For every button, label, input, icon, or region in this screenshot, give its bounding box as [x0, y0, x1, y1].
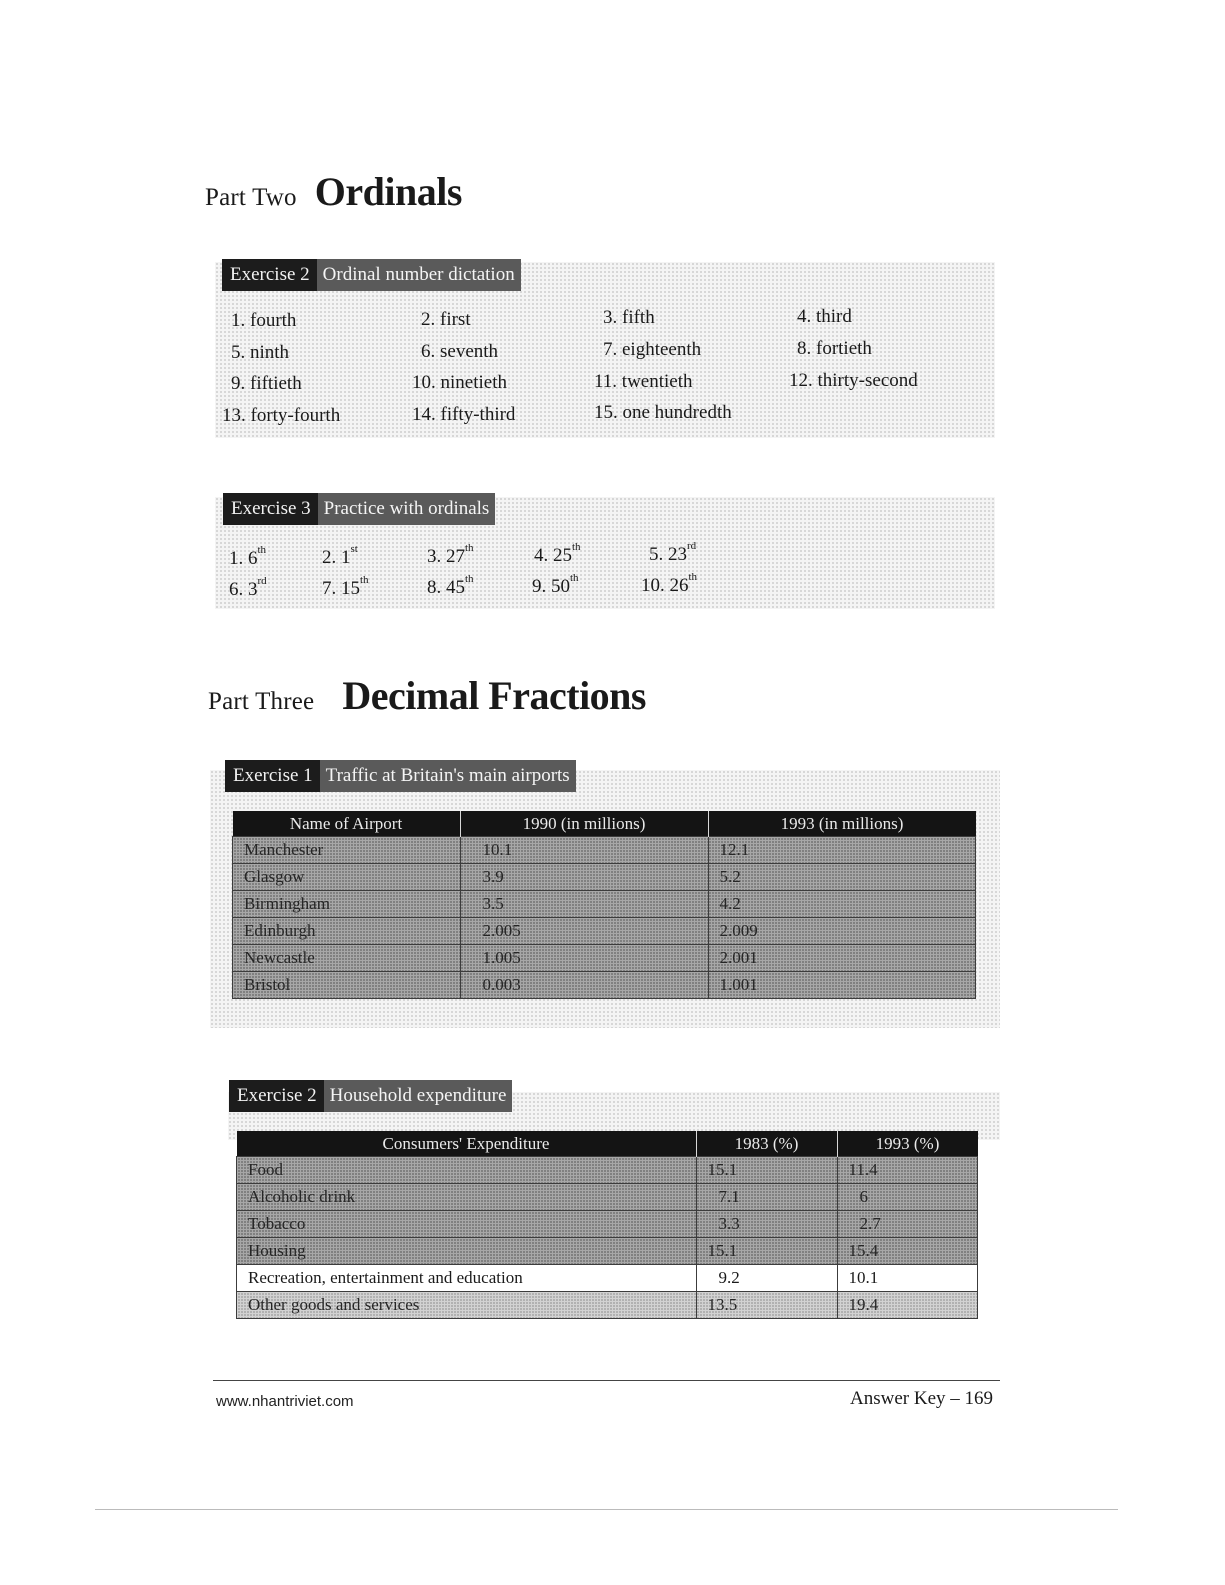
scan-edge-line — [95, 1509, 1118, 1510]
value-1990: 3.5 — [460, 891, 708, 918]
value-1993: 11.4 — [837, 1157, 978, 1184]
table-header-row — [237, 1131, 978, 1157]
column-header: 1993 (%) — [837, 1131, 978, 1157]
value-1993: 10.1 — [837, 1265, 978, 1292]
airport-traffic-table — [232, 811, 976, 999]
table-row — [237, 1184, 978, 1211]
column-header: 1993 (in millions) — [708, 811, 976, 837]
airport-name: Birmingham — [233, 891, 461, 918]
answer-item: 9. 50th — [532, 572, 579, 597]
exercise-number: Exercise 1 — [225, 760, 320, 792]
answer-item: 2. 1st — [322, 543, 358, 568]
column-header: Consumers' Expenditure — [237, 1131, 697, 1157]
answer-item: 5. ninth — [231, 342, 290, 363]
table-row — [237, 1157, 978, 1184]
value-1993: 2.7 — [837, 1211, 978, 1238]
expenditure-category: Food — [237, 1157, 697, 1184]
table-row — [233, 972, 976, 999]
table-row — [233, 837, 976, 864]
answer-key-label: Answer Key – — [850, 1388, 960, 1409]
part-two-title: Ordinals — [314, 169, 462, 214]
expenditure-category: Alcoholic drink — [237, 1184, 697, 1211]
answer-item: 3. 27th — [427, 542, 474, 567]
exercise-title: Ordinal number dictation — [317, 259, 521, 291]
exercise-number: Exercise 2 — [222, 259, 317, 291]
value-1993: 5.2 — [708, 864, 976, 891]
expenditure-category: Other goods and services — [237, 1292, 697, 1319]
exercise-number: Exercise 2 — [229, 1080, 324, 1112]
household-expenditure-table — [236, 1131, 978, 1319]
value-1983: 3.3 — [696, 1211, 837, 1238]
answer-item: 10. 26th — [641, 571, 698, 596]
answer-item: 7. eighteenth — [603, 339, 702, 360]
answer-item: 1. fourth — [231, 310, 297, 331]
column-header: 1983 (%) — [696, 1131, 837, 1157]
exercise-number: Exercise 3 — [223, 493, 318, 525]
value-1993: 2.009 — [708, 918, 976, 945]
value-1983: 7.1 — [696, 1184, 837, 1211]
table-row — [233, 945, 976, 972]
exercise-title: Household expenditure — [324, 1080, 513, 1112]
value-1993: 12.1 — [708, 837, 976, 864]
part-three-heading — [208, 672, 646, 719]
part-two-label: Part Two — [205, 184, 297, 211]
value-1993: 6 — [837, 1184, 978, 1211]
value-1983: 13.5 — [696, 1292, 837, 1319]
table-header-row — [233, 811, 976, 837]
airport-name: Glasgow — [233, 864, 461, 891]
exercise-2-ordinals-header — [222, 259, 521, 291]
value-1983: 9.2 — [696, 1265, 837, 1292]
answer-item: 8. fortieth — [797, 338, 872, 359]
airport-name: Newcastle — [233, 945, 461, 972]
exercise-2-household-header — [229, 1080, 512, 1112]
part-two-heading — [205, 168, 462, 215]
answer-item: 4. 25th — [534, 541, 581, 566]
answer-item: 1. 6th — [229, 544, 267, 569]
answer-item: 15. one hundredth — [594, 402, 732, 423]
exercise-3-ordinals-header — [223, 493, 495, 525]
exercise-title: Traffic at Britain's main airports — [320, 760, 576, 792]
value-1993: 15.4 — [837, 1238, 978, 1265]
value-1990: 10.1 — [460, 837, 708, 864]
value-1983: 15.1 — [696, 1157, 837, 1184]
value-1990: 1.005 — [460, 945, 708, 972]
exercise-title: Practice with ordinals — [318, 493, 496, 525]
answer-item: 12. thirty-second — [789, 370, 918, 391]
page-number: 169 — [964, 1388, 994, 1409]
value-1990: 0.003 — [460, 972, 708, 999]
value-1993: 2.001 — [708, 945, 976, 972]
column-header: 1990 (in millions) — [460, 811, 708, 837]
value-1993: 19.4 — [837, 1292, 978, 1319]
value-1990: 3.9 — [460, 864, 708, 891]
expenditure-category: Tobacco — [237, 1211, 697, 1238]
footer-answer-key — [850, 1388, 993, 1410]
table-row — [233, 918, 976, 945]
answer-item: 11. twentieth — [594, 371, 693, 392]
answer-item: 13. forty-fourth — [222, 405, 341, 426]
footer-website: www.nhantriviet.com — [216, 1393, 354, 1410]
airport-name: Manchester — [233, 837, 461, 864]
airport-name: Bristol — [233, 972, 461, 999]
column-header: Name of Airport — [233, 811, 461, 837]
value-1983: 15.1 — [696, 1238, 837, 1265]
expenditure-category: Housing — [237, 1238, 697, 1265]
answer-item: 6. 3rd — [229, 575, 267, 600]
answer-item: 9. fiftieth — [231, 373, 302, 394]
value-1993: 1.001 — [708, 972, 976, 999]
table-row — [233, 864, 976, 891]
answer-item: 2. first — [421, 309, 471, 330]
answer-item: 14. fifty-third — [412, 404, 516, 425]
answer-item: 5. 23rd — [649, 540, 697, 565]
table-row — [237, 1265, 978, 1292]
part-three-label: Part Three — [208, 688, 315, 715]
answer-item: 7. 15th — [322, 574, 369, 599]
answer-item: 4. third — [797, 306, 852, 327]
exercise-1-airports-header — [225, 760, 576, 792]
answer-item: 6. seventh — [421, 341, 499, 362]
answer-item: 3. fifth — [603, 307, 655, 328]
value-1993: 4.2 — [708, 891, 976, 918]
table-row — [237, 1211, 978, 1238]
table-row — [237, 1238, 978, 1265]
footer-divider — [213, 1380, 1000, 1381]
answer-item: 8. 45th — [427, 573, 474, 598]
expenditure-category: Recreation, entertainment and education — [237, 1265, 697, 1292]
value-1990: 2.005 — [460, 918, 708, 945]
part-three-title: Decimal Fractions — [342, 673, 646, 718]
airport-name: Edinburgh — [233, 918, 461, 945]
table-row — [237, 1292, 978, 1319]
answer-item: 10. ninetieth — [412, 372, 507, 393]
table-row — [233, 891, 976, 918]
